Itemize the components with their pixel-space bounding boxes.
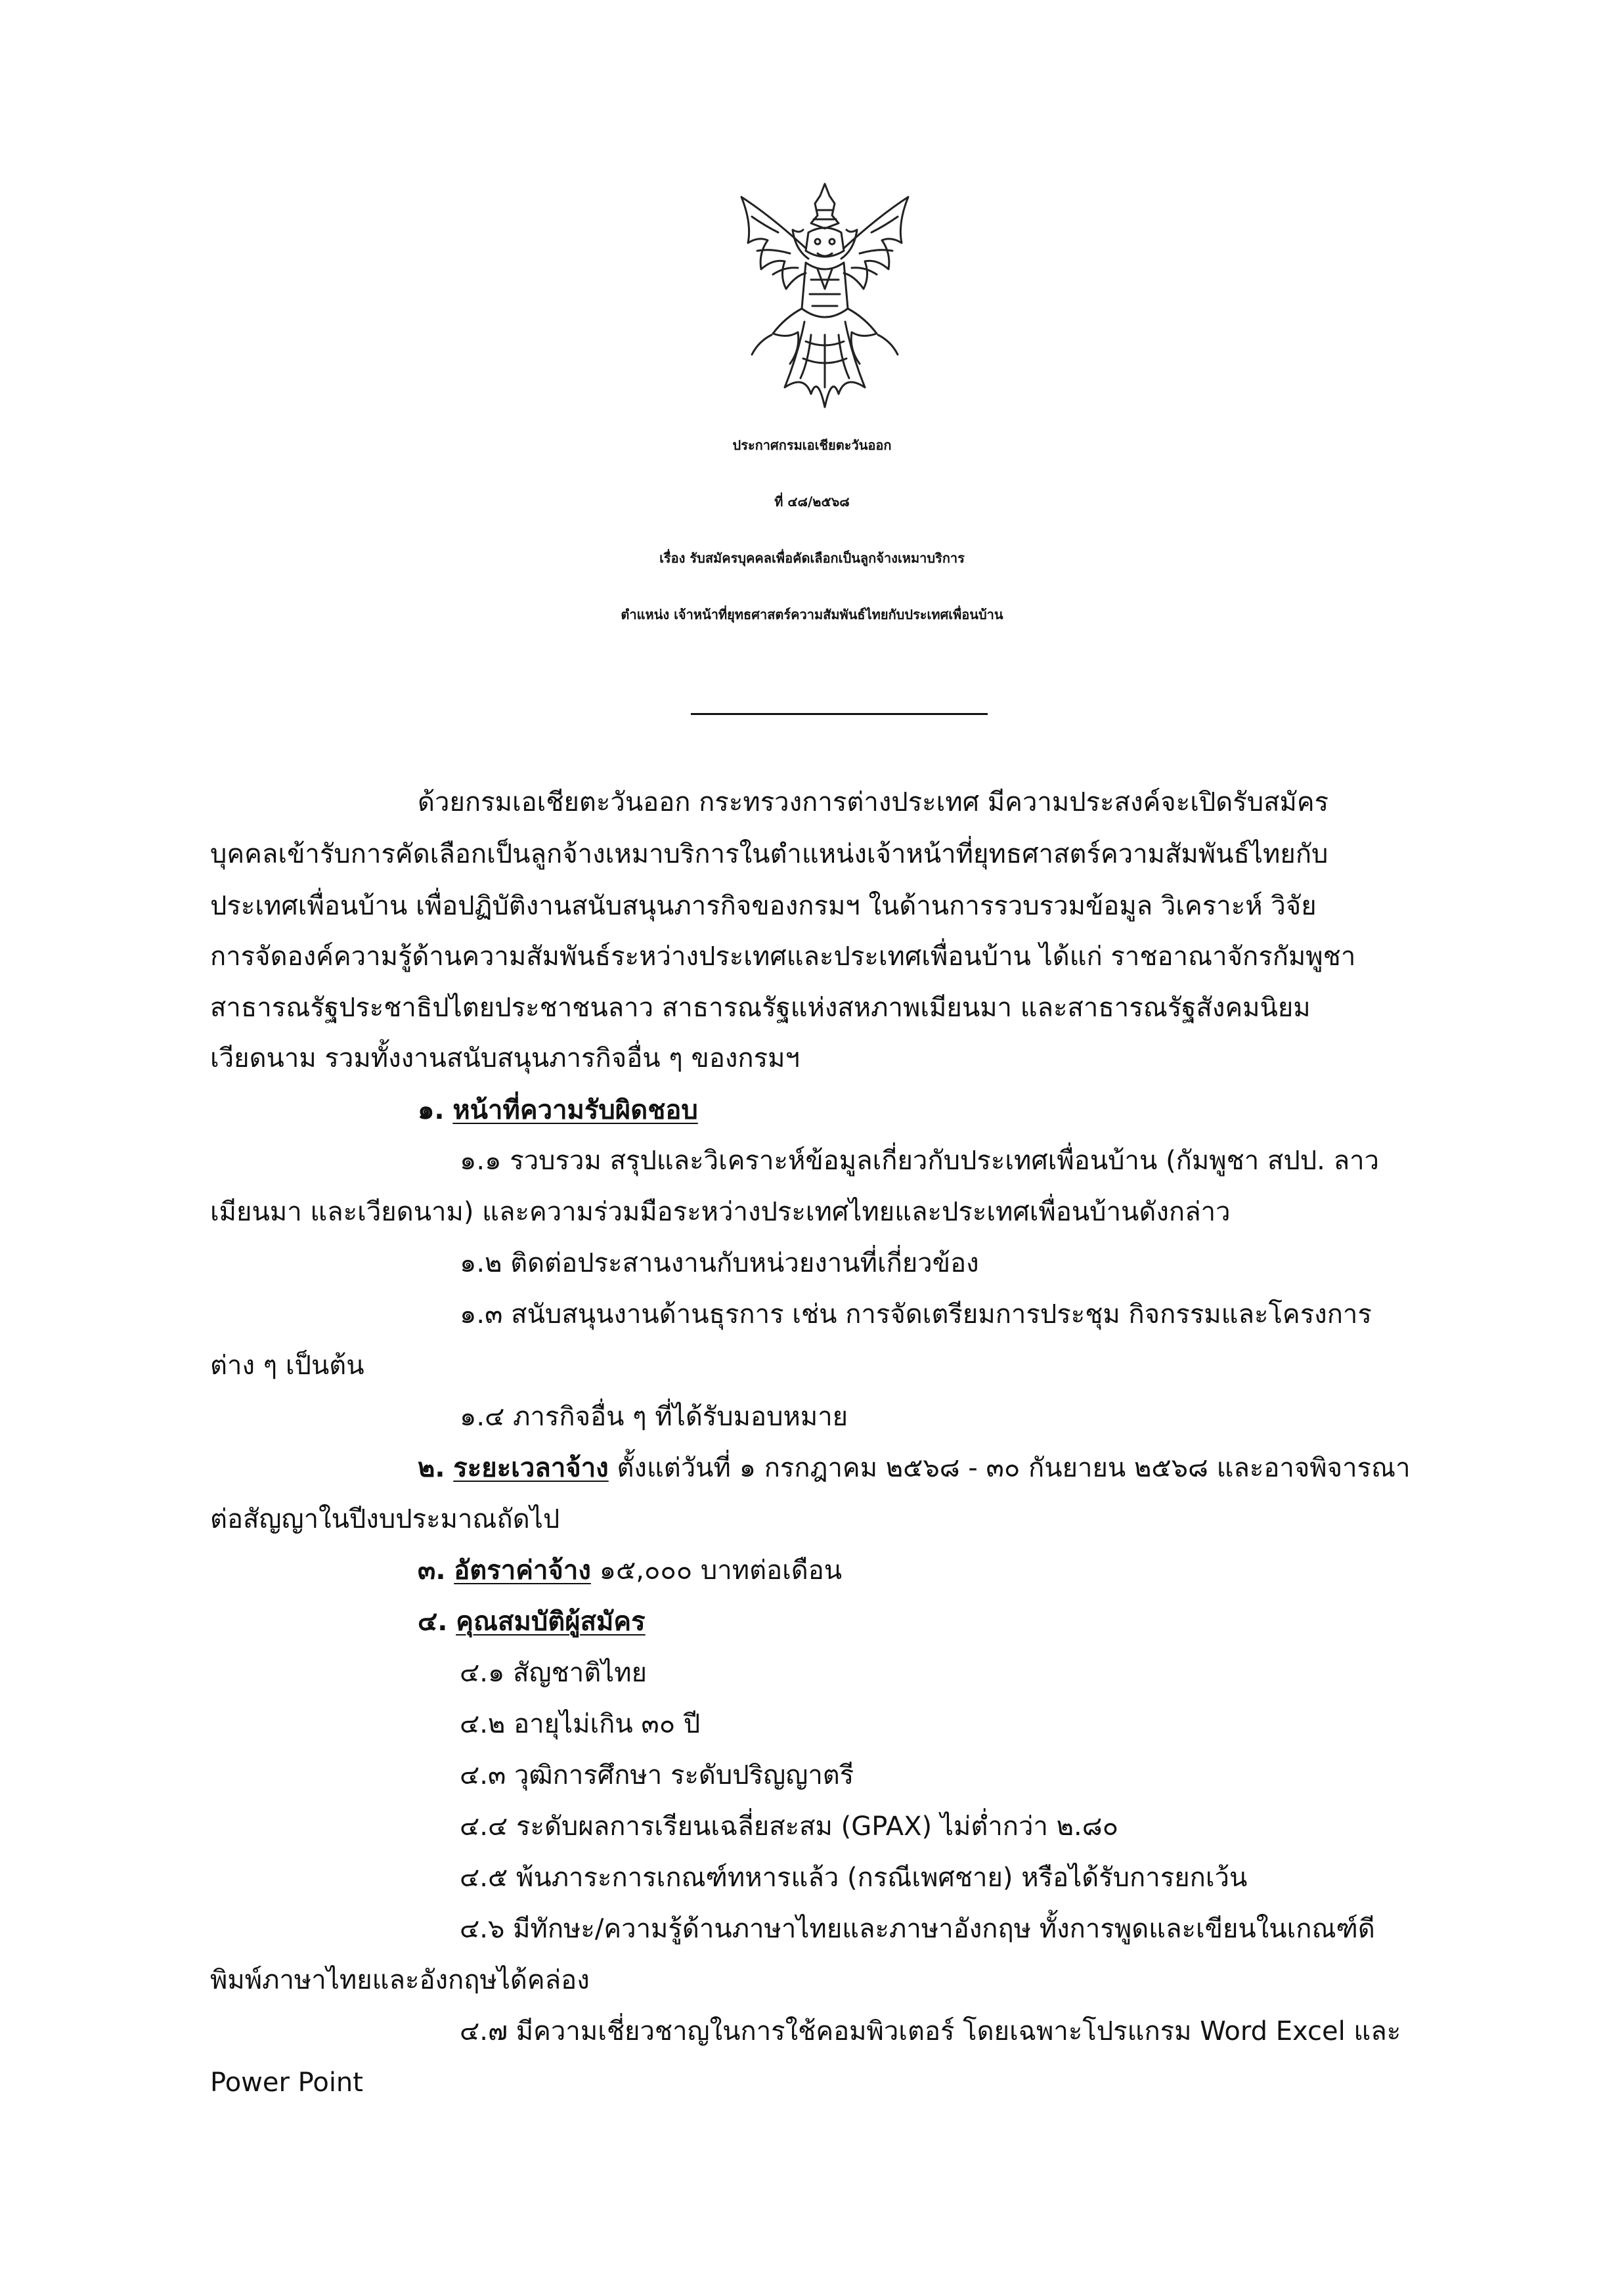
list-item: ๔.๕ พ้นภาระการเกณฑ์ทหารแล้ว (กรณีเพศชาย) หรือได้รับการยกเว้น — [460, 1863, 1248, 1893]
intro-line: สาธารณรัฐประชาธิปไตยประชาชนลาว สาธารณรัฐแห่งสหภาพเมียนมา และสาธารณรัฐสังคมนิยม — [210, 993, 1311, 1023]
list-item-continuation: พิมพ์ภาษาไทยและอังกฤษได้คล่อง — [210, 1965, 590, 1995]
intro-line: บุคคลเข้ารับการคัดเลือกเป็นลูกจ้างเหมาบริการในตำแหน่งเจ้าหน้าที่ยุทธศาสตร์ความสัมพันธ์ไทยกับ — [210, 839, 1328, 869]
list-item: ๑.๑ รวบรวม สรุปและวิเคราะห์ข้อมูลเกี่ยวกับประเทศเพื่อนบ้าน (กัมพูชา สปป. ลาว — [460, 1146, 1380, 1176]
list-item: ๑.๔ ภารกิจอื่น ๆ ที่ได้รับมอบหมาย — [460, 1402, 848, 1432]
list-item: ๔.๗ มีความเชี่ยวชาญในการใช้คอมพิวเตอร์ โดยเฉพาะโปรแกรม Word Excel และ — [460, 2016, 1401, 2047]
section-text: ๑๕,๐๐๐ บาทต่อเดือน — [599, 1555, 843, 1586]
section-text: ตั้งแต่วันที่ ๑ กรกฎาคม ๒๕๖๘ - ๓๐ กันยายน ๒๕๖๘ และอาจพิจารณา — [617, 1453, 1411, 1483]
section-1-heading — [418, 1097, 698, 1123]
announcement-position: ตำแหน่ง เจ้าหน้าที่ยุทธศาสตร์ความสัมพันธ์ไทยกับประเทศเพื่อนบ้าน — [621, 607, 1003, 622]
announcement-subject: เรื่อง รับสมัครบุคคลเพื่อคัดเลือกเป็นลูกจ้างเหมาบริการ — [659, 550, 965, 566]
intro-line: ประเทศเพื่อนบ้าน เพื่อปฏิบัติงานสนับสนุนภารกิจของกรมฯ ในด้านการรวบรวมข้อมูล วิเคราะห์ วิจัย — [210, 891, 1317, 921]
section-title: อัตราค่าจ้าง — [454, 1555, 591, 1586]
list-item: ๔.๔ ระดับผลการเรียนเฉลี่ยสะสม (GPAX) ไม่ต่ำกว่า ๒.๘๐ — [460, 1811, 1119, 1842]
list-item: ๑.๒ ติดต่อประสานงานกับหน่วยงานที่เกี่ยวข้อง — [460, 1248, 979, 1278]
intro-line: การจัดองค์ความรู้ด้านความสัมพันธ์ระหว่างประเทศและประเทศเพื่อนบ้าน ได้แก่ ราชอาณาจักรกัมพูชา — [210, 942, 1356, 972]
intro-line: ด้วยกรมเอเชียตะวันออก กระทรวงการต่างประเทศ มีความประสงค์จะเปิดรับสมัคร — [418, 787, 1329, 817]
list-item: ๔.๑ สัญชาติไทย — [460, 1658, 647, 1688]
list-item: ๔.๒ อายุไม่เกิน ๓๐ ปี — [460, 1709, 701, 1739]
section-text-continuation: ต่อสัญญาในปีงบประมาณถัดไป — [210, 1504, 560, 1534]
list-item: ๔.๓ วุฒิการศึกษา ระดับปริญญาตรี — [460, 1760, 854, 1790]
intro-line: เวียดนาม รวมทั้งงานสนับสนุนภารกิจอื่น ๆ ของกรมฯ — [210, 1043, 800, 1073]
section-4-heading — [418, 1609, 646, 1635]
section-3-heading — [418, 1557, 842, 1584]
list-item: ๑.๓ สนับสนุนงานด้านธุรการ เช่น การจัดเตรียมการประชุม กิจกรรมและโครงการ — [460, 1299, 1372, 1330]
list-item-continuation: ต่าง ๆ เป็นต้น — [210, 1351, 364, 1381]
list-item: ๔.๖ มีทักษะ/ความรู้ด้านภาษาไทยและภาษาอังกฤษ ทั้งการพูดและเขียนในเกณฑ์ดี — [460, 1914, 1375, 1944]
section-title: คุณสมบัติผู้สมัคร — [456, 1607, 646, 1637]
section-number: ๓. — [418, 1555, 446, 1586]
section-number: ๑. — [418, 1095, 445, 1125]
section-title: หน้าที่ความรับผิดชอบ — [452, 1095, 698, 1125]
section-number: ๒. — [418, 1453, 445, 1483]
list-item-continuation: Power Point — [210, 2068, 363, 2098]
announcement-number: ที่ ๔๘/๒๕๖๘ — [774, 494, 850, 509]
title-divider — [691, 713, 988, 715]
announcement-title: ประกาศกรมเอเชียตะวันออก — [732, 437, 892, 453]
section-number: ๔. — [418, 1607, 448, 1637]
list-item-continuation: เมียนมา และเวียดนาม) และความร่วมมือระหว่างประเทศไทยและประเทศเพื่อนบ้านดังกล่าว — [210, 1197, 1231, 1227]
section-2-heading — [418, 1455, 1411, 1481]
section-title: ระยะเวลาจ้าง — [453, 1453, 609, 1483]
garuda-emblem-icon — [732, 177, 917, 420]
